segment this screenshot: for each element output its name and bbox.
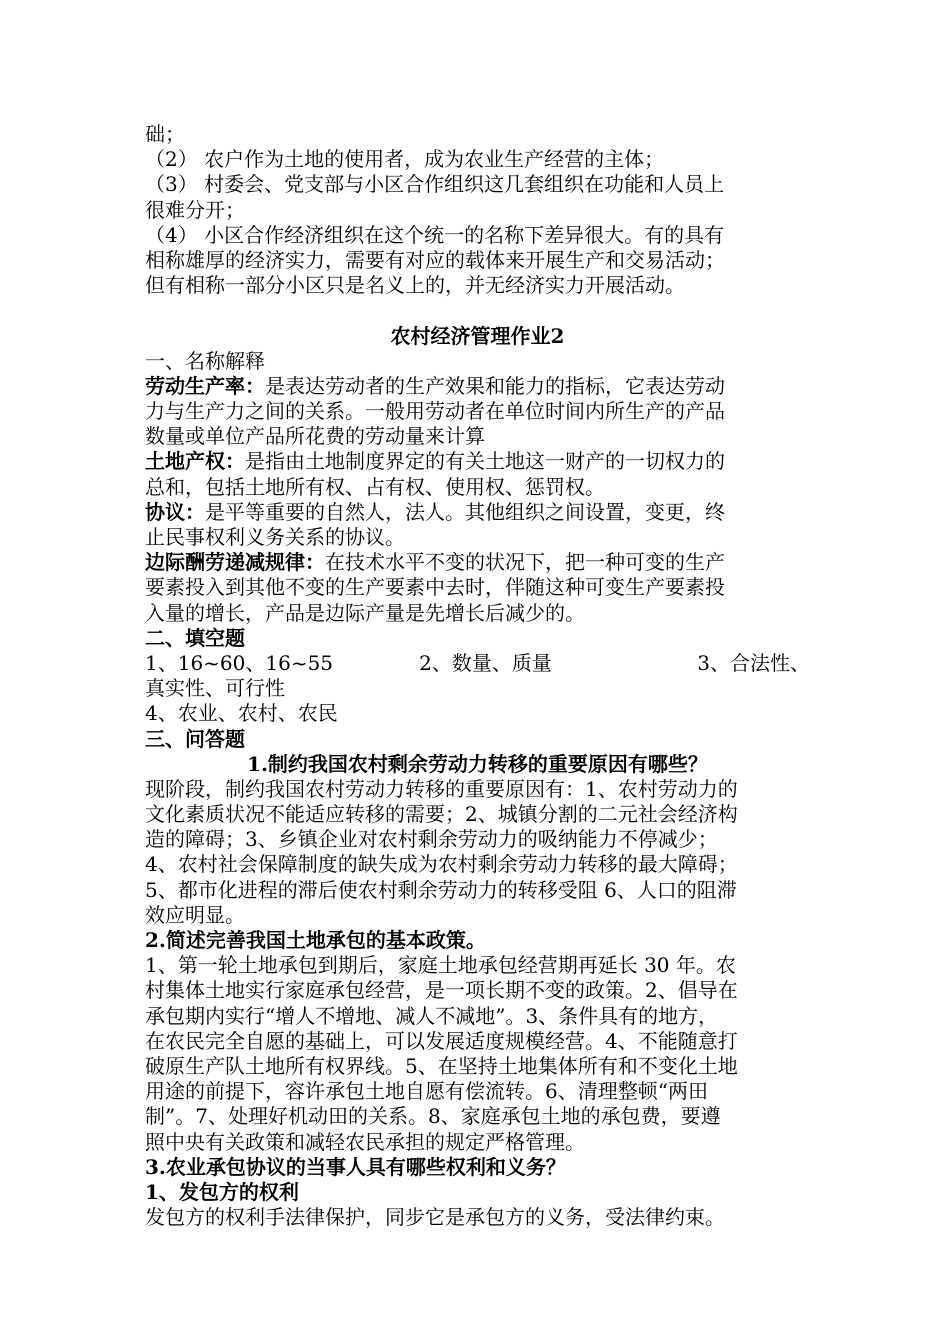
term-label: 土地产权： xyxy=(145,449,245,474)
fill-answer-4: 4、农业、农村、农民 xyxy=(145,701,338,726)
text-line: 止民事权利义务关系的协议。 xyxy=(145,525,405,549)
term-text: 是指由土地制度界定的有关土地这一财产的一切权力的 xyxy=(245,449,725,474)
text-line: 村集体土地实行家庭承包经营，是一项长期不变的政策。2、倡导在 xyxy=(145,978,738,1003)
document-page xyxy=(145,122,810,1230)
section-heading-terms: 一、名称解释 xyxy=(145,348,265,373)
term-text: 在技术水平不变的状况下，把一种可变的生产 xyxy=(325,550,725,575)
text-line: 础； xyxy=(145,122,185,146)
text-line: 效应明显。 xyxy=(145,902,245,927)
text-line: 发包方的权利手法律保护，同步它是承包方的义务，受法律约束。 xyxy=(145,1205,725,1230)
text-line: 要素投入到其他不变的生产要素中去时，伴随这种可变生产要素投 xyxy=(145,575,725,600)
text-line: （4） 小区合作经济组织在这个统一的名称下差异很大。有的具有 xyxy=(145,222,725,247)
blank-line xyxy=(145,298,810,323)
term-label: 劳动生产率： xyxy=(145,373,265,398)
text-line: 照中央有关政策和减轻农民承担的规定严格管理。 xyxy=(145,1129,585,1154)
term-text: 是表达劳动者的生产效果和能力的指标，它表达劳动 xyxy=(265,373,725,398)
intro-list xyxy=(145,122,810,298)
question-2-title: 2.简述完善我国土地承包的基本政策。 xyxy=(145,928,486,952)
text-line: （3） 村委会、党支部与小区合作组织这几套组织在功能和人员上 xyxy=(145,172,725,197)
text-line: 但有相称一部分小区只是名义上的，并无经济实力开展活动。 xyxy=(145,273,685,298)
fill-answer-3: 3、合法性、 xyxy=(697,650,810,675)
text-line: 力与生产力之间的关系。一般用劳动者在单位时间内所生产的产品 xyxy=(145,399,725,424)
text-line: 破原生产队土地所有权界线。5、在坚持土地集体所有和不变化土地 xyxy=(145,1053,738,1078)
text-line: 很难分开； xyxy=(145,197,245,222)
text-line: 文化素质状况不能适应转移的需要；2、城镇分割的二元社会经济构 xyxy=(145,802,738,827)
fill-answer-2: 2、数量、质量 xyxy=(419,650,552,675)
term-label: 边际酬劳递减规律： xyxy=(145,550,325,575)
question-3-subtitle: 1、发包方的权利 xyxy=(145,1179,299,1204)
answer-1 xyxy=(145,777,810,928)
fill-answers-row xyxy=(145,651,810,676)
text-line: 入量的增长，产品是边际产量是先增长后减少的。 xyxy=(145,600,585,625)
fill-answer-1: 1、16~60、16~55 xyxy=(145,650,334,675)
term-text: 是平等重要的自然人，法人。其他组织之间设置，变更，终 xyxy=(205,499,725,524)
question-1-title: 1.制约我国农村剩余劳动力转移的重要原因有哪些？ xyxy=(247,751,708,776)
text-line: 用途的前提下，容许承包土地自愿有偿流转。6、清理整顿“两田 xyxy=(145,1079,708,1104)
term-label: 协议： xyxy=(145,499,205,524)
text-line: 相称雄厚的经济实力，需要有对应的载体来开展生产和交易活动； xyxy=(145,247,725,272)
text-line: 数量或单位产品所花费的劳动量来计算 xyxy=(145,424,485,449)
section-heading-qa: 三、问答题 xyxy=(145,726,245,751)
text-line: 4、农村社会保障制度的缺失成为农村剩余劳动力转移的最大障碍； xyxy=(145,852,738,877)
text-line: 总和，包括土地所有权、占有权、使用权、惩罚权。 xyxy=(145,474,605,499)
text-line: 5、都市化进程的滞后使农村剩余劳动力的转移受阻 6、人口的阻滞 xyxy=(145,877,737,902)
text-line: 承包期内实行“增人不增地、减人不减地”。3、条件具有的地方， xyxy=(145,1003,719,1028)
question-3-title: 3.农业承包协议的当事人具有哪些权利和义务？ xyxy=(145,1154,566,1179)
term-definition xyxy=(145,449,810,499)
text-line: 1、第一轮土地承包到期后，家庭土地承包经营期再延长 30 年。农 xyxy=(145,953,736,978)
text-line: 现阶段，制约我国农村劳动力转移的重要原因有：1、农村劳动力的 xyxy=(145,776,738,801)
term-definition xyxy=(145,500,810,550)
text-line: 在农民完全自愿的基础上，可以发展适度规模经营。4、不能随意打 xyxy=(145,1028,738,1053)
answer-2 xyxy=(145,953,810,1155)
term-definition xyxy=(145,550,810,626)
text-line: 制”。7、处理好机动田的关系。8、家庭承包土地的承包费，要遵 xyxy=(145,1104,721,1129)
text-line: （2） 农户作为土地的使用者，成为农业生产经营的主体； xyxy=(145,147,665,172)
term-definition xyxy=(145,374,810,450)
document-title: 农村经济管理作业2 xyxy=(390,323,565,348)
text-line: 造的障碍；3、乡镇企业对农村剩余劳动力的吸纳能力不停减少； xyxy=(145,827,718,852)
fill-answer-3-cont: 真实性、可行性 xyxy=(145,676,285,701)
section-heading-fill: 二、填空题 xyxy=(145,625,245,650)
